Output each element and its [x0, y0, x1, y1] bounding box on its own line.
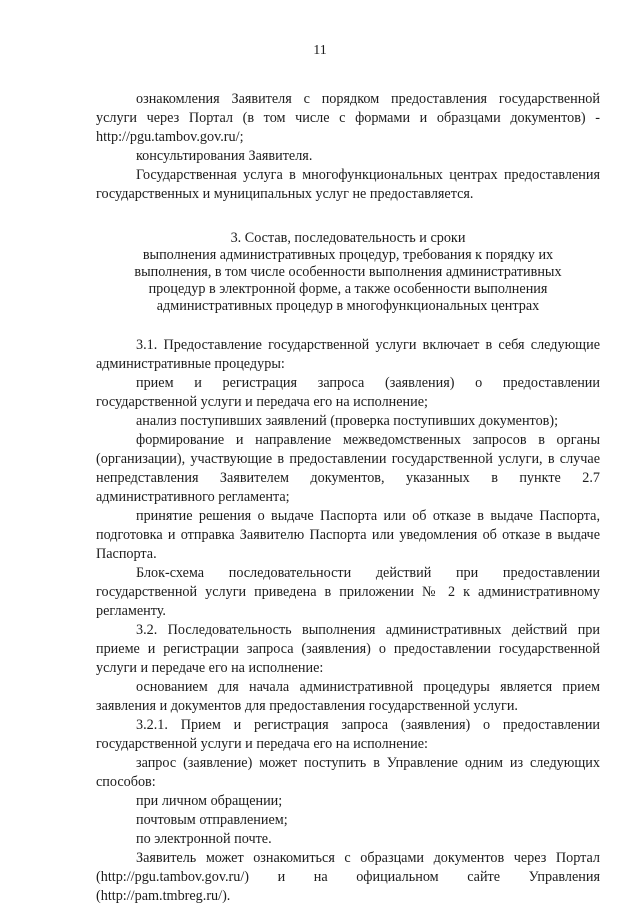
procedure-item: прием и регистрация запроса (заявления) о предоставлении государственной услуги и передача его на исполнение;	[96, 375, 600, 410]
paragraph-request: запрос (заявление) может поступить в Управление одним из следующих способов:	[96, 755, 600, 790]
page-content	[96, 90, 600, 906]
paragraph-3-1: 3.1. Предоставление государственной услуги включает в себя следующие административные процедуры:	[96, 337, 600, 372]
section-heading	[96, 230, 600, 315]
paragraph-familiarization: ознакомления Заявителя с порядком предоставления государственной услуги через Портал (в том числе с формами и образцами документов) - http://pgu.tambov.gov.ru/;	[96, 91, 600, 145]
section-heading-line: процедур в электронной форме, а также особенности выполнения	[148, 281, 548, 297]
list-item: почтовым отправлением;	[136, 812, 288, 828]
spacer	[96, 204, 600, 230]
paragraph-mfc: Государственная услуга в многофункциональных центрах предоставления государственных и муниципальных услуг не предоставляется.	[96, 167, 600, 202]
section-heading-line: выполнения, в том числе особенности выполнения административных	[134, 264, 562, 280]
list-item: при личном обращении;	[136, 793, 283, 809]
paragraph-flowchart: Блок-схема последовательности действий при предоставлении государственной услуги приведена в приложении № 2 к административному регламенту.	[96, 565, 600, 619]
procedure-item: формирование и направление межведомственных запросов в органы (организации), участвующие в предоставлении государственной услуги, в случае непредставления Заявителем документов, указанных в пункте 2.7 административного регламента;	[96, 432, 600, 505]
section-heading-line: выполнения административных процедур, требования к порядку их	[142, 247, 554, 263]
section-heading-line: 3. Состав, последовательность и сроки	[230, 230, 466, 246]
paragraph-consulting: консультирования Заявителя.	[136, 148, 313, 164]
spacer	[96, 315, 600, 336]
section-heading-line: административных процедур в многофункциональных центрах	[156, 298, 540, 314]
page-number: 11	[313, 43, 327, 58]
paragraph-3-2: 3.2. Последовательность выполнения административных действий при приеме и регистрации запроса (заявления) о предоставлении государственной услуги и передаче его на исполнение:	[96, 622, 600, 676]
paragraph-3-2-1: 3.2.1. Прием и регистрация запроса (заявления) о предоставлении государственной услуги и передача его на исполнение:	[96, 717, 600, 752]
procedure-item: анализ поступивших заявлений (проверка поступивших документов);	[136, 413, 559, 429]
list-item: по электронной почте.	[136, 831, 272, 847]
paragraph-samples: Заявитель может ознакомиться с образцами документов через Портал (http://pgu.tambov.gov.ru/) и на официальном сайте Управления (http://pam.tmbreg.ru/).	[96, 850, 600, 904]
paragraph-basis: основанием для начала административной процедуры является прием заявления и документов для предоставления государственной услуги.	[96, 679, 600, 714]
procedure-item: принятие решения о выдаче Паспорта или об отказе в выдаче Паспорта, подготовка и отправка Заявителю Паспорта или уведомления об отказе в выдаче Паспорта.	[96, 508, 600, 562]
